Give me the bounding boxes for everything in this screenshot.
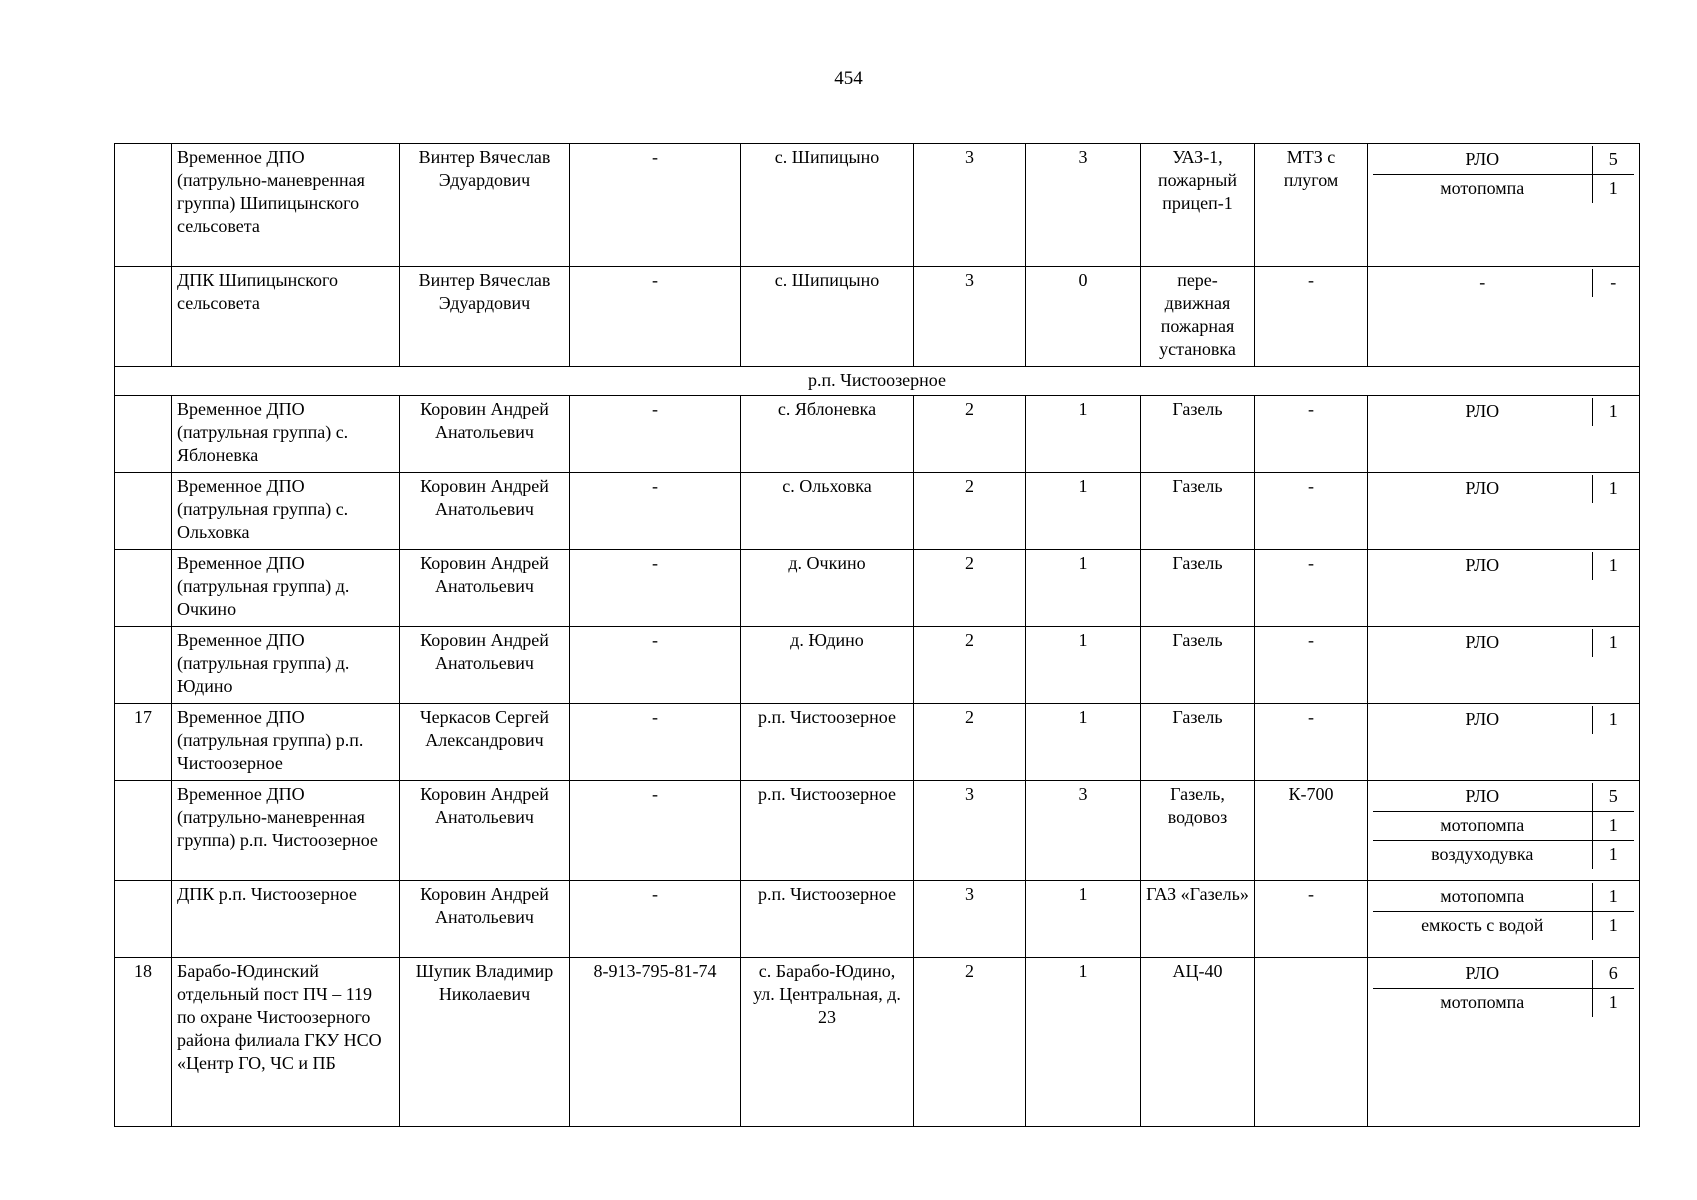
equipment-item bbox=[1373, 812, 1634, 841]
equipment-cell bbox=[1368, 550, 1640, 627]
count-col6: 3 bbox=[1026, 144, 1141, 267]
equipment-list bbox=[1373, 883, 1634, 940]
table-row bbox=[115, 144, 1640, 267]
phone: - bbox=[570, 144, 741, 267]
head-name: Коровин Андрей Анатольевич bbox=[400, 550, 570, 627]
technique: - bbox=[1255, 473, 1368, 550]
equipment-qty: 1 bbox=[1592, 912, 1634, 941]
equipment-name: емкость с водой bbox=[1373, 912, 1592, 941]
row-number bbox=[115, 396, 172, 473]
count-col5: 2 bbox=[914, 550, 1026, 627]
row-number bbox=[115, 881, 172, 958]
unit-name: ДПК Шипицынского сельсовета bbox=[172, 267, 400, 367]
phone: - bbox=[570, 704, 741, 781]
equipment-name: РЛО bbox=[1465, 401, 1500, 421]
table-row bbox=[115, 881, 1640, 958]
row-number bbox=[115, 267, 172, 367]
technique: К-700 bbox=[1255, 781, 1368, 881]
equipment-name: РЛО bbox=[1465, 632, 1500, 652]
count-col6: 3 bbox=[1026, 781, 1141, 881]
row-number bbox=[115, 627, 172, 704]
location: р.п. Чистоозерное bbox=[741, 781, 914, 881]
equipment-name: РЛО bbox=[1465, 149, 1500, 169]
row-number: 18 bbox=[115, 958, 172, 1127]
equipment-cell bbox=[1368, 267, 1640, 367]
table-row bbox=[115, 704, 1640, 781]
fire-units-table bbox=[114, 143, 1640, 1127]
equipment-qty: 1 bbox=[1592, 552, 1634, 580]
equipment-qty: 1 bbox=[1592, 175, 1634, 204]
unit-name: Временное ДПО (патрульная группа) д. Очкино bbox=[172, 550, 400, 627]
equipment-list bbox=[1373, 552, 1634, 580]
equipment-item bbox=[1373, 552, 1634, 580]
table-row bbox=[115, 396, 1640, 473]
equipment-item bbox=[1373, 960, 1634, 989]
technique bbox=[1255, 958, 1368, 1127]
count-col5: 3 bbox=[914, 781, 1026, 881]
count-col6: 1 bbox=[1026, 627, 1141, 704]
equipment-list bbox=[1373, 269, 1634, 297]
count-col6: 1 bbox=[1026, 550, 1141, 627]
head-name: Винтер Вячеслав Эдуардович bbox=[400, 267, 570, 367]
head-name: Коровин Андрей Анатольевич bbox=[400, 473, 570, 550]
count-col5: 3 bbox=[914, 144, 1026, 267]
equipment-name: мотопомпа bbox=[1440, 886, 1525, 906]
phone: 8-913-795-81-74 bbox=[570, 958, 741, 1127]
count-col5: 2 bbox=[914, 396, 1026, 473]
section-header-row bbox=[115, 367, 1640, 396]
equipment-name: РЛО bbox=[1465, 963, 1500, 983]
unit-name: ДПК р.п. Чистоозерное bbox=[172, 881, 400, 958]
equipment-qty: 1 bbox=[1592, 812, 1634, 841]
phone: - bbox=[570, 781, 741, 881]
equipment-cell bbox=[1368, 473, 1640, 550]
equipment-name: воздуходувка bbox=[1373, 841, 1592, 870]
equipment-list bbox=[1373, 960, 1634, 1017]
phone: - bbox=[570, 267, 741, 367]
unit-name: Временное ДПО (патрульная группа) д. Юдино bbox=[172, 627, 400, 704]
equipment-cell bbox=[1368, 958, 1640, 1127]
equipment-item bbox=[1373, 146, 1634, 175]
equipment-cell bbox=[1368, 704, 1640, 781]
unit-name: Временное ДПО (патрульно-маневренная группа) р.п. Чистоозерное bbox=[172, 781, 400, 881]
count-col5: 2 bbox=[914, 627, 1026, 704]
equipment-name: мотопомпа bbox=[1373, 989, 1592, 1018]
section-header: р.п. Чистоозерное bbox=[115, 367, 1640, 396]
vehicles: Газель bbox=[1141, 550, 1255, 627]
unit-name: Временное ДПО (патрульно-маневренная группа) Шипицынского сельсовета bbox=[172, 144, 400, 267]
vehicles: АЦ-40 bbox=[1141, 958, 1255, 1127]
equipment-qty: 1 bbox=[1592, 398, 1634, 426]
phone: - bbox=[570, 627, 741, 704]
count-col5: 3 bbox=[914, 881, 1026, 958]
equipment-name: - bbox=[1479, 272, 1486, 292]
equipment-qty: 5 bbox=[1592, 146, 1634, 175]
count-col6: 1 bbox=[1026, 881, 1141, 958]
row-number bbox=[115, 781, 172, 881]
equipment-item bbox=[1373, 912, 1634, 941]
technique: - bbox=[1255, 881, 1368, 958]
vehicles: Газель bbox=[1141, 473, 1255, 550]
head-name: Коровин Андрей Анатольевич bbox=[400, 881, 570, 958]
equipment-item bbox=[1373, 989, 1634, 1018]
equipment-item bbox=[1373, 783, 1634, 812]
equipment-qty: 1 bbox=[1592, 475, 1634, 503]
technique: МТЗ с плугом bbox=[1255, 144, 1368, 267]
location: с. Ольховка bbox=[741, 473, 914, 550]
vehicles: Газель bbox=[1141, 396, 1255, 473]
table-row bbox=[115, 473, 1640, 550]
technique: - bbox=[1255, 704, 1368, 781]
head-name: Винтер Вячеслав Эдуардович bbox=[400, 144, 570, 267]
head-name: Коровин Андрей Анатольевич bbox=[400, 627, 570, 704]
table-row bbox=[115, 627, 1640, 704]
count-col5: 2 bbox=[914, 958, 1026, 1127]
unit-name: Барабо-Юдинский отдельный пост ПЧ – 119 по охране Чистоозерного района филиала ГКУ НСО «Центр ГО, ЧС и ПБ bbox=[172, 958, 400, 1127]
count-col6: 1 bbox=[1026, 704, 1141, 781]
table-row bbox=[115, 781, 1640, 881]
equipment-item bbox=[1373, 269, 1634, 297]
equipment-item bbox=[1373, 841, 1634, 870]
equipment-name: РЛО bbox=[1465, 709, 1500, 729]
equipment-list bbox=[1373, 146, 1634, 203]
unit-name: Временное ДПО (патрульная группа) р.п. Чистоозерное bbox=[172, 704, 400, 781]
equipment-cell bbox=[1368, 144, 1640, 267]
equipment-qty: 1 bbox=[1592, 629, 1634, 657]
location: д. Юдино bbox=[741, 627, 914, 704]
row-number bbox=[115, 473, 172, 550]
table-row bbox=[115, 550, 1640, 627]
phone: - bbox=[570, 550, 741, 627]
equipment-list bbox=[1373, 475, 1634, 503]
head-name: Коровин Андрей Анатольевич bbox=[400, 781, 570, 881]
location: д. Очкино bbox=[741, 550, 914, 627]
unit-name: Временное ДПО (патрульная группа) с. Яблоневка bbox=[172, 396, 400, 473]
vehicles: Газель bbox=[1141, 627, 1255, 704]
equipment-name: РЛО bbox=[1465, 555, 1500, 575]
equipment-cell bbox=[1368, 396, 1640, 473]
equipment-name: мотопомпа bbox=[1373, 812, 1592, 841]
vehicles: пере-движная пожарная установка bbox=[1141, 267, 1255, 367]
equipment-cell bbox=[1368, 627, 1640, 704]
location: с. Шипицыно bbox=[741, 267, 914, 367]
equipment-qty: 1 bbox=[1592, 841, 1634, 870]
count-col6: 1 bbox=[1026, 396, 1141, 473]
equipment-list bbox=[1373, 783, 1634, 869]
phone: - bbox=[570, 473, 741, 550]
technique: - bbox=[1255, 627, 1368, 704]
page-number: 454 bbox=[834, 68, 863, 89]
equipment-cell bbox=[1368, 881, 1640, 958]
equipment-qty: 1 bbox=[1592, 989, 1634, 1018]
count-col6: 1 bbox=[1026, 473, 1141, 550]
equipment-item bbox=[1373, 475, 1634, 503]
equipment-list bbox=[1373, 706, 1634, 734]
count-col5: 2 bbox=[914, 704, 1026, 781]
equipment-qty: 5 bbox=[1592, 783, 1634, 812]
phone: - bbox=[570, 881, 741, 958]
equipment-name: мотопомпа bbox=[1373, 175, 1592, 204]
vehicles: ГАЗ «Газель» bbox=[1141, 881, 1255, 958]
equipment-qty: 6 bbox=[1592, 960, 1634, 989]
location: с. Барабо-Юдино, ул. Центральная, д. 23 bbox=[741, 958, 914, 1127]
table-row bbox=[115, 958, 1640, 1127]
count-col5: 3 bbox=[914, 267, 1026, 367]
vehicles: УАЗ-1, пожарный прицеп-1 bbox=[1141, 144, 1255, 267]
equipment-item bbox=[1373, 706, 1634, 734]
equipment-list bbox=[1373, 629, 1634, 657]
count-col6: 0 bbox=[1026, 267, 1141, 367]
equipment-item bbox=[1373, 175, 1634, 204]
vehicles: Газель, водовоз bbox=[1141, 781, 1255, 881]
location: р.п. Чистоозерное bbox=[741, 704, 914, 781]
count-col6: 1 bbox=[1026, 958, 1141, 1127]
count-col5: 2 bbox=[914, 473, 1026, 550]
location: р.п. Чистоозерное bbox=[741, 881, 914, 958]
equipment-name: РЛО bbox=[1465, 786, 1500, 806]
technique: - bbox=[1255, 396, 1368, 473]
equipment-item bbox=[1373, 883, 1634, 912]
equipment-name: РЛО bbox=[1465, 478, 1500, 498]
table-row bbox=[115, 267, 1640, 367]
equipment-qty: 1 bbox=[1592, 883, 1634, 912]
equipment-qty: 1 bbox=[1592, 706, 1634, 734]
technique: - bbox=[1255, 550, 1368, 627]
head-name: Черкасов Сергей Александрович bbox=[400, 704, 570, 781]
row-number bbox=[115, 144, 172, 267]
equipment-list bbox=[1373, 398, 1634, 426]
phone: - bbox=[570, 396, 741, 473]
head-name: Шупик Владимир Николаевич bbox=[400, 958, 570, 1127]
unit-name: Временное ДПО (патрульная группа) с. Ольховка bbox=[172, 473, 400, 550]
row-number bbox=[115, 550, 172, 627]
location: с. Яблоневка bbox=[741, 396, 914, 473]
row-number: 17 bbox=[115, 704, 172, 781]
location: с. Шипицыно bbox=[741, 144, 914, 267]
equipment-cell bbox=[1368, 781, 1640, 881]
technique: - bbox=[1255, 267, 1368, 367]
head-name: Коровин Андрей Анатольевич bbox=[400, 396, 570, 473]
vehicles: Газель bbox=[1141, 704, 1255, 781]
equipment-item bbox=[1373, 398, 1634, 426]
equipment-item bbox=[1373, 629, 1634, 657]
equipment-qty: - bbox=[1592, 269, 1634, 297]
